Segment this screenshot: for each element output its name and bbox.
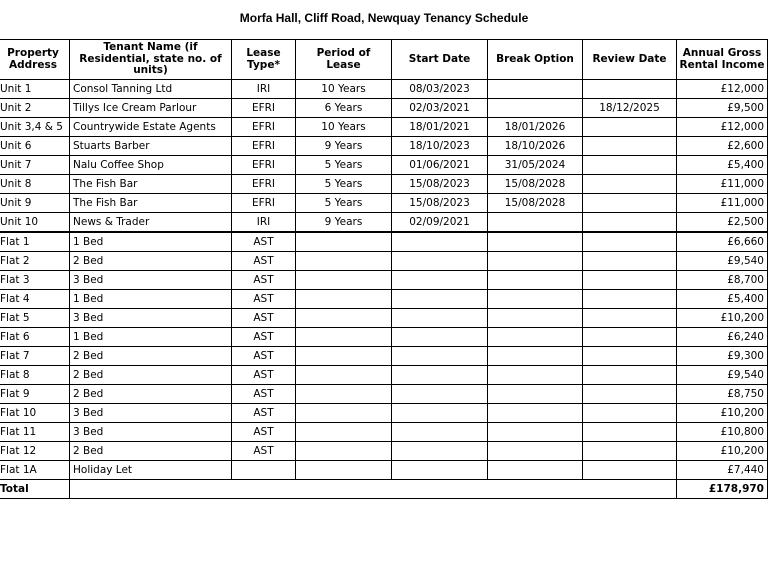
cell-property-address: Flat 7 xyxy=(0,347,70,366)
cell-lease-type: AST xyxy=(232,328,296,347)
table-row xyxy=(0,175,768,194)
cell-review-date xyxy=(583,137,677,156)
table-row xyxy=(0,290,768,309)
cell-break-option: 18/10/2026 xyxy=(488,137,583,156)
cell-property-address: Flat 1A xyxy=(0,461,70,480)
cell-lease-type: AST xyxy=(232,442,296,461)
cell-break-option xyxy=(488,80,583,99)
cell-start-date: 02/03/2021 xyxy=(392,99,488,118)
cell-annual-income: £5,400 xyxy=(677,290,768,309)
cell-period-of-lease xyxy=(296,232,392,252)
cell-property-address: Flat 5 xyxy=(0,309,70,328)
cell-annual-income: £10,200 xyxy=(677,309,768,328)
cell-property-address: Unit 7 xyxy=(0,156,70,175)
cell-break-option xyxy=(488,347,583,366)
cell-review-date xyxy=(583,80,677,99)
cell-annual-income: £9,540 xyxy=(677,366,768,385)
table-row xyxy=(0,252,768,271)
cell-annual-income: £12,000 xyxy=(677,118,768,137)
cell-start-date xyxy=(392,347,488,366)
cell-property-address: Flat 6 xyxy=(0,328,70,347)
cell-review-date xyxy=(583,442,677,461)
cell-break-option xyxy=(488,442,583,461)
table-row xyxy=(0,442,768,461)
cell-property-address: Flat 8 xyxy=(0,366,70,385)
cell-tenant-name: News & Trader xyxy=(70,213,232,233)
cell-lease-type: AST xyxy=(232,309,296,328)
cell-break-option xyxy=(488,461,583,480)
cell-lease-type: AST xyxy=(232,232,296,252)
table-row xyxy=(0,194,768,213)
table-row xyxy=(0,366,768,385)
cell-tenant-name: 1 Bed xyxy=(70,328,232,347)
page-title: Morfa Hall, Cliff Road, Newquay Tenancy Schedule xyxy=(239,11,529,25)
cell-break-option xyxy=(488,309,583,328)
cell-break-option: 31/05/2024 xyxy=(488,156,583,175)
cell-lease-type: EFRI xyxy=(232,175,296,194)
cell-period-of-lease xyxy=(296,347,392,366)
table-row xyxy=(0,156,768,175)
cell-annual-income: £5,400 xyxy=(677,156,768,175)
cell-tenant-name: The Fish Bar xyxy=(70,194,232,213)
cell-start-date xyxy=(392,423,488,442)
header-break-option: Break Option xyxy=(488,40,583,80)
cell-start-date xyxy=(392,366,488,385)
cell-lease-type: EFRI xyxy=(232,99,296,118)
cell-review-date xyxy=(583,328,677,347)
cell-property-address: Flat 2 xyxy=(0,252,70,271)
cell-property-address: Unit 3,4 & 5 xyxy=(0,118,70,137)
cell-annual-income: £7,440 xyxy=(677,461,768,480)
cell-tenant-name: Consol Tanning Ltd xyxy=(70,80,232,99)
cell-annual-income: £10,200 xyxy=(677,404,768,423)
cell-break-option xyxy=(488,290,583,309)
cell-review-date xyxy=(583,213,677,233)
cell-tenant-name: 1 Bed xyxy=(70,290,232,309)
cell-start-date xyxy=(392,442,488,461)
cell-property-address: Unit 1 xyxy=(0,80,70,99)
cell-period-of-lease xyxy=(296,328,392,347)
cell-break-option xyxy=(488,99,583,118)
cell-break-option xyxy=(488,328,583,347)
table-row xyxy=(0,385,768,404)
cell-annual-income: £6,240 xyxy=(677,328,768,347)
cell-property-address: Flat 3 xyxy=(0,271,70,290)
cell-tenant-name: 3 Bed xyxy=(70,271,232,290)
header-annual-income: Annual Gross Rental Income xyxy=(677,40,768,80)
cell-annual-income: £10,800 xyxy=(677,423,768,442)
cell-review-date xyxy=(583,366,677,385)
cell-start-date xyxy=(392,271,488,290)
cell-property-address: Flat 12 xyxy=(0,442,70,461)
cell-lease-type: AST xyxy=(232,271,296,290)
header-tenant-name: Tenant Name (if Residential, state no. of units) xyxy=(70,40,232,80)
cell-lease-type: IRI xyxy=(232,213,296,233)
cell-annual-income: £6,660 xyxy=(677,232,768,252)
cell-start-date xyxy=(392,461,488,480)
tenancy-schedule-table xyxy=(0,39,768,499)
header-review-date: Review Date xyxy=(583,40,677,80)
cell-annual-income: £8,700 xyxy=(677,271,768,290)
cell-period-of-lease: 9 Years xyxy=(296,213,392,233)
cell-annual-income: £9,300 xyxy=(677,347,768,366)
cell-lease-type: AST xyxy=(232,252,296,271)
table-row xyxy=(0,461,768,480)
cell-property-address: Flat 11 xyxy=(0,423,70,442)
cell-break-option: 15/08/2028 xyxy=(488,175,583,194)
cell-period-of-lease xyxy=(296,271,392,290)
cell-lease-type xyxy=(232,461,296,480)
cell-tenant-name: 3 Bed xyxy=(70,309,232,328)
cell-review-date xyxy=(583,309,677,328)
cell-period-of-lease xyxy=(296,290,392,309)
cell-lease-type: AST xyxy=(232,290,296,309)
table-row xyxy=(0,423,768,442)
cell-period-of-lease xyxy=(296,366,392,385)
cell-start-date: 08/03/2023 xyxy=(392,80,488,99)
table-row xyxy=(0,118,768,137)
cell-break-option xyxy=(488,213,583,233)
cell-annual-income: £8,750 xyxy=(677,385,768,404)
cell-tenant-name: 3 Bed xyxy=(70,423,232,442)
cell-review-date xyxy=(583,271,677,290)
table-row xyxy=(0,328,768,347)
cell-tenant-name: Countrywide Estate Agents xyxy=(70,118,232,137)
cell-tenant-name: The Fish Bar xyxy=(70,175,232,194)
cell-tenant-name: Tillys Ice Cream Parlour xyxy=(70,99,232,118)
cell-lease-type: IRI xyxy=(232,80,296,99)
cell-property-address: Flat 4 xyxy=(0,290,70,309)
cell-break-option: 15/08/2028 xyxy=(488,194,583,213)
cell-review-date xyxy=(583,232,677,252)
cell-annual-income: £11,000 xyxy=(677,194,768,213)
cell-annual-income: £12,000 xyxy=(677,80,768,99)
cell-lease-type: EFRI xyxy=(232,156,296,175)
cell-lease-type: AST xyxy=(232,366,296,385)
cell-period-of-lease: 9 Years xyxy=(296,137,392,156)
table-row xyxy=(0,347,768,366)
cell-start-date: 02/09/2021 xyxy=(392,213,488,233)
cell-review-date xyxy=(583,404,677,423)
table-row xyxy=(0,99,768,118)
cell-period-of-lease: 5 Years xyxy=(296,156,392,175)
header-period-of-lease: Period of Lease xyxy=(296,40,392,80)
cell-lease-type: EFRI xyxy=(232,118,296,137)
cell-review-date xyxy=(583,118,677,137)
cell-tenant-name: 2 Bed xyxy=(70,442,232,461)
cell-property-address: Unit 2 xyxy=(0,99,70,118)
cell-period-of-lease xyxy=(296,442,392,461)
cell-start-date xyxy=(392,404,488,423)
header-row xyxy=(0,40,768,80)
cell-property-address: Flat 9 xyxy=(0,385,70,404)
cell-annual-income: £9,500 xyxy=(677,99,768,118)
cell-annual-income: £2,500 xyxy=(677,213,768,233)
cell-property-address: Flat 10 xyxy=(0,404,70,423)
cell-tenant-name: Holiday Let xyxy=(70,461,232,480)
cell-lease-type: EFRI xyxy=(232,194,296,213)
cell-review-date xyxy=(583,156,677,175)
cell-break-option xyxy=(488,252,583,271)
table-row xyxy=(0,213,768,233)
total-row xyxy=(0,480,768,499)
cell-review-date: 18/12/2025 xyxy=(583,99,677,118)
cell-tenant-name: 3 Bed xyxy=(70,404,232,423)
cell-start-date xyxy=(392,385,488,404)
cell-property-address: Unit 6 xyxy=(0,137,70,156)
table-row xyxy=(0,137,768,156)
cell-period-of-lease xyxy=(296,252,392,271)
cell-break-option: 18/01/2026 xyxy=(488,118,583,137)
table-body xyxy=(0,80,768,499)
cell-property-address: Flat 1 xyxy=(0,232,70,252)
cell-annual-income: £10,200 xyxy=(677,442,768,461)
cell-tenant-name: 2 Bed xyxy=(70,366,232,385)
cell-tenant-name: 2 Bed xyxy=(70,347,232,366)
cell-period-of-lease: 10 Years xyxy=(296,118,392,137)
cell-lease-type: AST xyxy=(232,423,296,442)
table-row xyxy=(0,80,768,99)
cell-tenant-name: 1 Bed xyxy=(70,232,232,252)
cell-review-date xyxy=(583,423,677,442)
cell-period-of-lease xyxy=(296,404,392,423)
cell-start-date xyxy=(392,232,488,252)
cell-review-date xyxy=(583,385,677,404)
total-income: £178,970 xyxy=(677,480,768,499)
cell-break-option xyxy=(488,366,583,385)
cell-review-date xyxy=(583,194,677,213)
header-lease-type: Lease Type* xyxy=(232,40,296,80)
cell-review-date xyxy=(583,252,677,271)
cell-review-date xyxy=(583,175,677,194)
cell-period-of-lease xyxy=(296,309,392,328)
cell-lease-type: AST xyxy=(232,404,296,423)
cell-tenant-name: 2 Bed xyxy=(70,385,232,404)
cell-property-address: Unit 9 xyxy=(0,194,70,213)
cell-property-address: Unit 8 xyxy=(0,175,70,194)
cell-tenant-name: Stuarts Barber xyxy=(70,137,232,156)
cell-period-of-lease xyxy=(296,385,392,404)
cell-start-date: 18/10/2023 xyxy=(392,137,488,156)
cell-period-of-lease: 5 Years xyxy=(296,175,392,194)
cell-review-date xyxy=(583,461,677,480)
cell-start-date: 15/08/2023 xyxy=(392,194,488,213)
cell-annual-income: £11,000 xyxy=(677,175,768,194)
table-row xyxy=(0,309,768,328)
total-label: Total xyxy=(0,480,70,499)
cell-period-of-lease: 6 Years xyxy=(296,99,392,118)
cell-lease-type: AST xyxy=(232,385,296,404)
cell-annual-income: £2,600 xyxy=(677,137,768,156)
cell-start-date: 01/06/2021 xyxy=(392,156,488,175)
cell-break-option xyxy=(488,232,583,252)
cell-period-of-lease: 5 Years xyxy=(296,194,392,213)
table-row xyxy=(0,271,768,290)
cell-break-option xyxy=(488,385,583,404)
cell-break-option xyxy=(488,271,583,290)
cell-annual-income: £9,540 xyxy=(677,252,768,271)
cell-tenant-name: 2 Bed xyxy=(70,252,232,271)
cell-start-date: 15/08/2023 xyxy=(392,175,488,194)
cell-property-address: Unit 10 xyxy=(0,213,70,233)
table-row xyxy=(0,232,768,252)
cell-lease-type: EFRI xyxy=(232,137,296,156)
cell-period-of-lease xyxy=(296,423,392,442)
total-spacer xyxy=(70,480,677,499)
cell-start-date xyxy=(392,328,488,347)
table-row xyxy=(0,404,768,423)
header-start-date: Start Date xyxy=(392,40,488,80)
cell-tenant-name: Nalu Coffee Shop xyxy=(70,156,232,175)
cell-start-date: 18/01/2021 xyxy=(392,118,488,137)
cell-period-of-lease: 10 Years xyxy=(296,80,392,99)
cell-break-option xyxy=(488,404,583,423)
cell-review-date xyxy=(583,290,677,309)
cell-start-date xyxy=(392,309,488,328)
cell-start-date xyxy=(392,252,488,271)
cell-start-date xyxy=(392,290,488,309)
cell-period-of-lease xyxy=(296,461,392,480)
cell-break-option xyxy=(488,423,583,442)
cell-lease-type: AST xyxy=(232,347,296,366)
cell-review-date xyxy=(583,347,677,366)
header-property-address: Property Address xyxy=(0,40,70,80)
